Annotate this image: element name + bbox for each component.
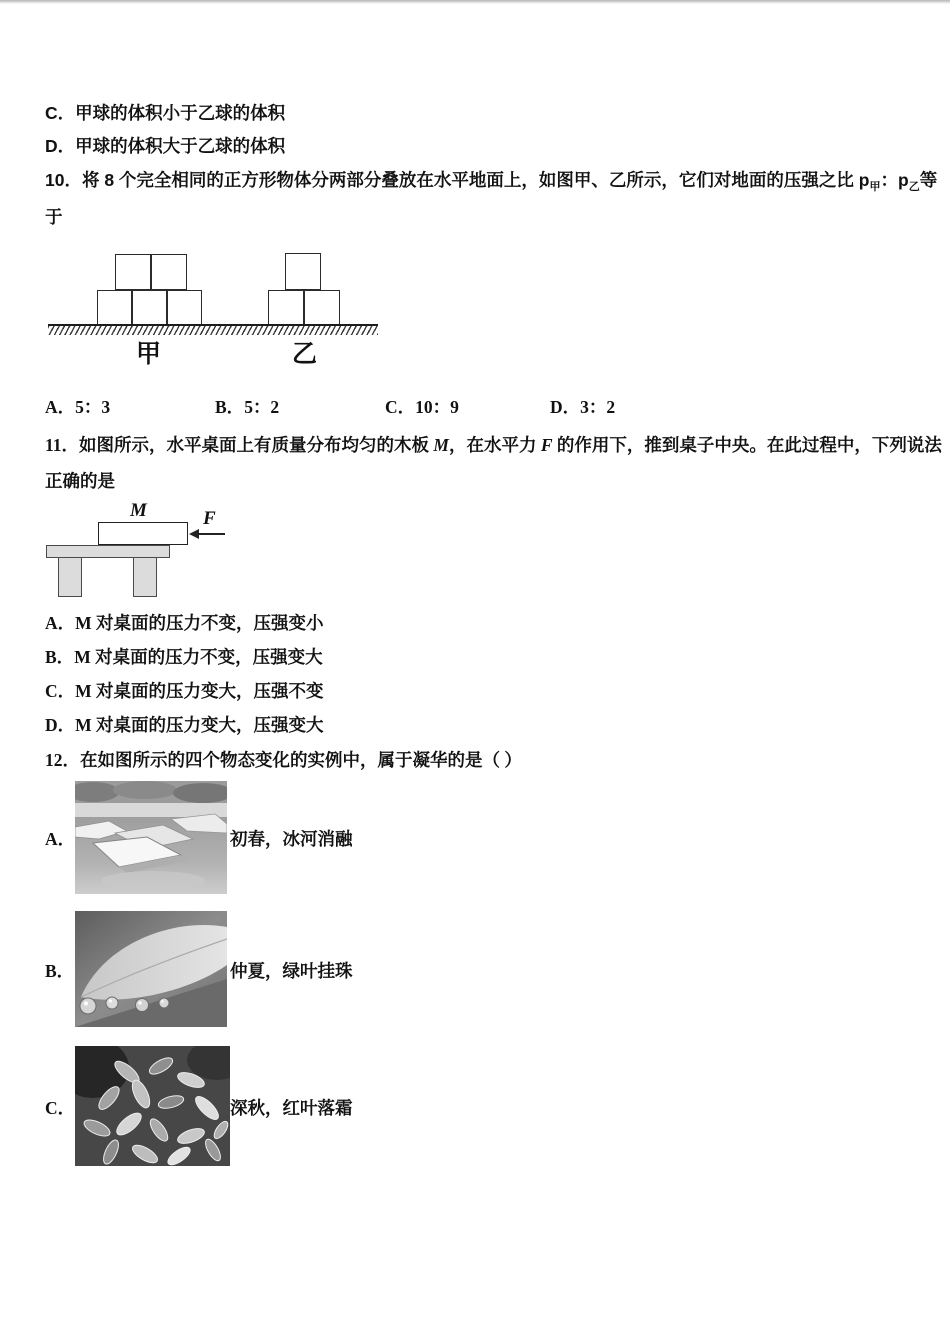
photo-caption: 初春，冰河消融: [230, 829, 353, 849]
leaf-dewdrops-photo: [75, 911, 227, 1027]
option-text: M 对桌面的压力不变，压强变大: [74, 647, 323, 667]
question-number: 11．: [45, 435, 80, 455]
force-arrow-line: [198, 533, 225, 535]
q12-item-a-label: [45, 829, 75, 849]
force-label-f: F: [203, 508, 216, 529]
option-label: A．: [45, 613, 76, 633]
table-leg-right: [133, 557, 157, 597]
stem-text: 在如图所示的四个物态变化的实例中，属于凝华的是（ ）: [80, 750, 522, 770]
subscript-jia: 甲: [869, 181, 881, 193]
q11-option-b: [45, 647, 323, 667]
q10-stem-line1: [45, 170, 937, 194]
scan-edge-artifact: [0, 0, 950, 4]
frosted-leaves-photo: [75, 1046, 230, 1166]
option-label: D．: [550, 397, 581, 417]
option-label: C．: [45, 681, 76, 701]
q11-table-figure: [46, 500, 296, 600]
stem-text: 的作用下，推到桌子中央。在此过程中，下列说法: [552, 435, 942, 455]
option-text: M 对桌面的压力不变，压强变小: [75, 613, 324, 633]
option-label: C．: [385, 397, 416, 417]
option-label: B．: [45, 961, 75, 981]
stack-label-jia: 甲: [136, 341, 162, 368]
photo-caption: 仲夏，绿叶挂珠: [230, 961, 353, 981]
q12-item-c-caption: [230, 1098, 353, 1118]
q9-option-c: [45, 103, 285, 123]
q10-option-a: [45, 397, 110, 417]
option-label: B．: [45, 647, 75, 667]
question-number: 12．: [45, 750, 80, 770]
q10-option-d: [550, 397, 615, 417]
stem-text: 如图所示，水平桌面上有质量分布均匀的木板: [79, 435, 434, 455]
block: [151, 254, 187, 290]
option-label: D．: [45, 136, 76, 156]
variable-f: F: [540, 435, 553, 455]
block: [115, 254, 151, 290]
option-text: 甲球的体积大于乙球的体积: [75, 136, 286, 156]
q10-option-c: [385, 397, 459, 417]
photo-caption: 深秋，红叶落霜: [230, 1098, 353, 1118]
q11-option-d: [45, 715, 324, 735]
option-text: 甲球的体积小于乙球的体积: [75, 103, 286, 123]
stem-text: ，在水平力: [448, 435, 541, 455]
q12-item-b-caption: [230, 961, 353, 981]
q11-option-c: [45, 681, 324, 701]
option-label: D．: [45, 715, 76, 735]
board-label-m: M: [130, 500, 147, 521]
block: [285, 253, 321, 290]
option-label: A．: [45, 397, 76, 417]
block: [97, 290, 132, 325]
option-label: B．: [215, 397, 245, 417]
variable-m: M: [433, 435, 449, 455]
option-text: M 对桌面的压力变大，压强变大: [75, 715, 324, 735]
option-label: C．: [45, 1098, 76, 1118]
block: [132, 290, 167, 325]
board-m: [98, 522, 188, 545]
q12-item-b-label: [45, 961, 74, 981]
question-number: 10．: [45, 170, 82, 190]
q12-item-c-label: [45, 1098, 75, 1118]
q10-option-b: [215, 397, 279, 417]
table-leg-left: [58, 557, 82, 597]
option-text: 5：3: [75, 397, 111, 417]
q11-stem-line1: [45, 435, 942, 455]
ground-hatching: [48, 326, 378, 335]
stack-label-yi: 乙: [292, 341, 318, 368]
option-text: 10：9: [415, 397, 459, 417]
stem-text: 将 8 个完全相同的正方形物体分两部分叠放在水平地面上，如图甲、乙所示，它们对地面的压强之比 p: [81, 170, 870, 190]
stem-text: ：p: [880, 170, 909, 190]
option-label: A．: [45, 829, 76, 849]
q10-stem-line2: [45, 207, 63, 227]
q12-stem: [45, 750, 522, 770]
option-text: M 对桌面的压力变大，压强不变: [75, 681, 324, 701]
block: [167, 290, 202, 325]
q12-item-a-caption: [230, 829, 353, 849]
q9-option-d: [45, 136, 285, 156]
stem-text: 于: [45, 207, 63, 227]
option-text: 5：2: [244, 397, 280, 417]
block: [304, 290, 340, 325]
option-label: C．: [45, 103, 76, 123]
subscript-yi: 乙: [908, 181, 920, 193]
q11-option-a: [45, 613, 324, 633]
block: [268, 290, 304, 325]
stem-text: 等: [919, 170, 938, 190]
stem-text: 正确的是: [45, 471, 115, 491]
q11-stem-line2: [45, 471, 115, 491]
q10-blocks-figure: [48, 250, 380, 366]
ground-surface: [48, 324, 378, 335]
option-text: 3：2: [580, 397, 616, 417]
ice-river-melting-photo: [75, 781, 227, 894]
